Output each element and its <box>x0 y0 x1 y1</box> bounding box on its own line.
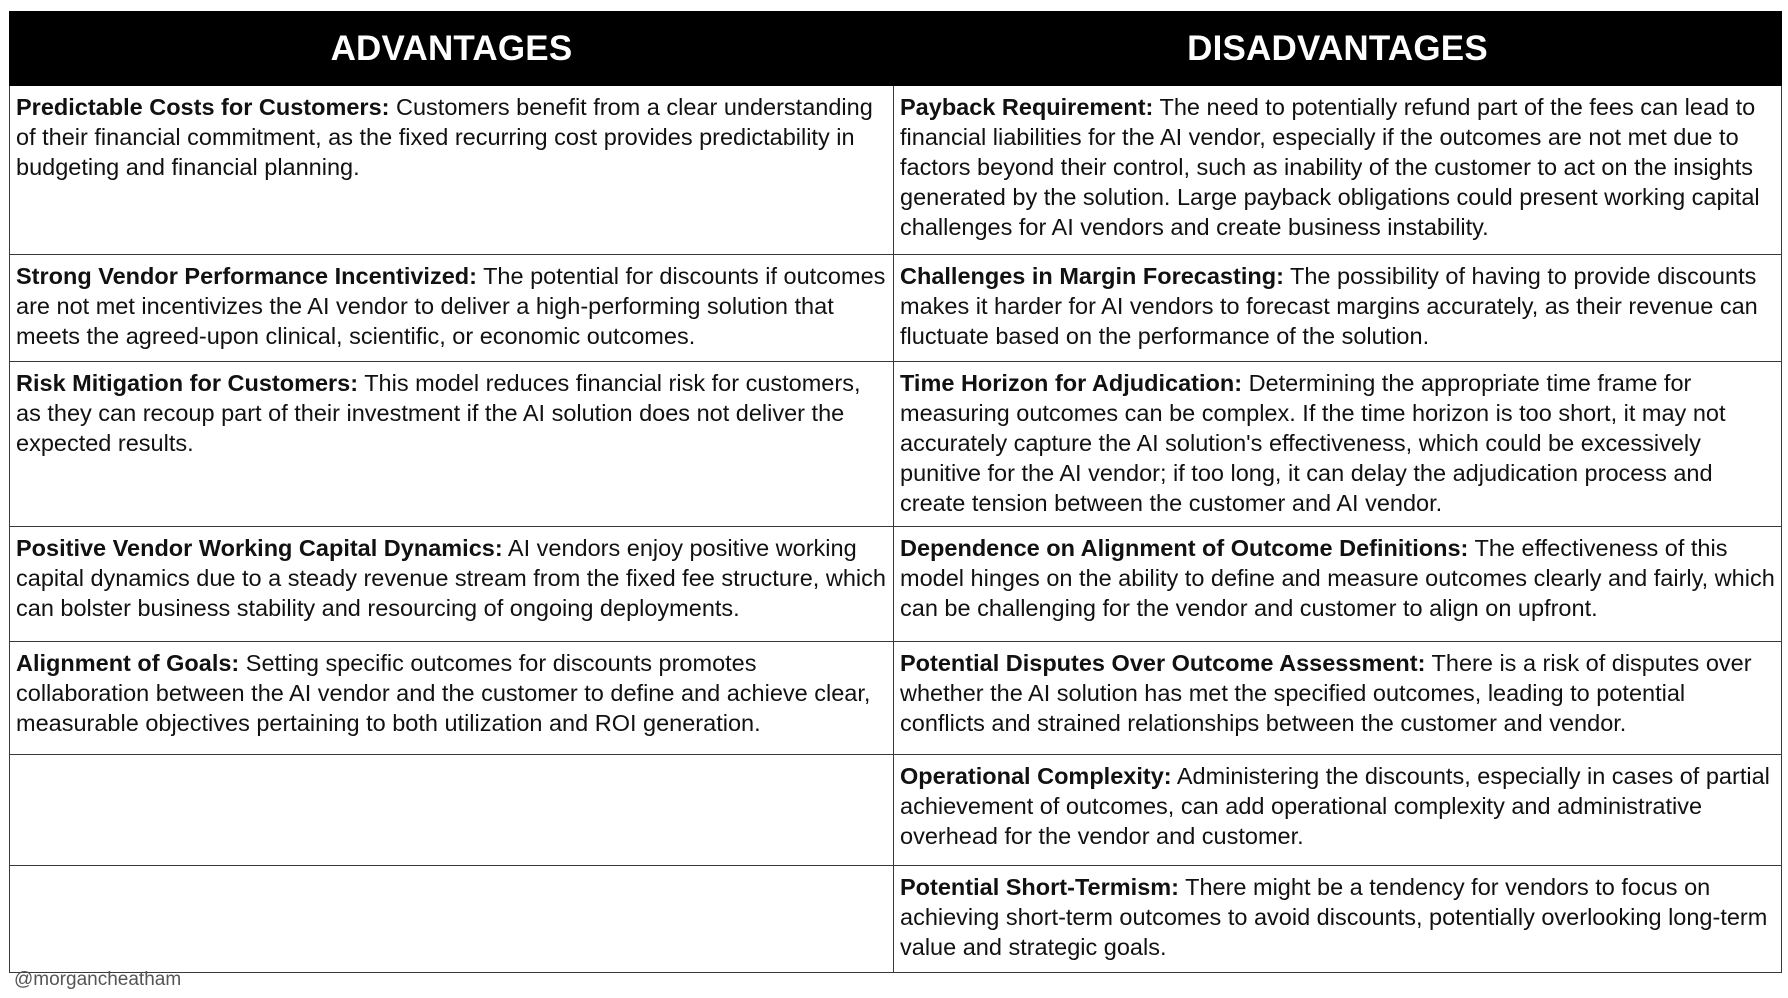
advantage-cell <box>10 362 894 527</box>
disadvantage-cell <box>894 362 1782 527</box>
disadvantages-column-header: DISADVANTAGES <box>894 12 1782 86</box>
author-credit: @morgancheatham <box>14 969 182 990</box>
advantages-disadvantages-table <box>9 11 1782 973</box>
disadvantage-text: There might be a tendency for vendors to focus on achieving short-term outcomes to avoid discounts, potentially overlooking long-term value and strategic goals. <box>900 874 1768 960</box>
table-body <box>10 86 1782 973</box>
disadvantage-text: The need to potentially refund part of the fees can lead to financial liabilities for the AI vendor, especially if the outcomes are not met due to factors beyond their control, such as inability of the customer to act on the insights generated by the solution. Large payback obligations could present working capital challenges for AI vendors and create business instability. <box>900 94 1760 240</box>
table-row <box>10 362 1782 527</box>
disadvantage-text: There is a risk of disputes over whether the AI solution has met the specified outcomes, leading to potential conflicts and strained relationships between the customer and vendor. <box>900 650 1752 736</box>
advantage-cell <box>10 527 894 642</box>
disadvantage-cell <box>894 255 1782 362</box>
table-row <box>10 866 1782 973</box>
advantage-term: Predictable Costs for Customers: <box>16 94 390 120</box>
advantage-cell-empty <box>10 866 894 973</box>
table-row <box>10 642 1782 755</box>
disadvantage-term: Challenges in Margin Forecasting: <box>900 263 1284 289</box>
table-row <box>10 527 1782 642</box>
advantage-cell <box>10 255 894 362</box>
disadvantage-term: Dependence on Alignment of Outcome Definitions: <box>900 535 1469 561</box>
disadvantage-cell <box>894 86 1782 255</box>
table-header <box>10 12 1782 86</box>
advantage-text: The potential for discounts if outcomes are not met incentivizes the AI vendor to deliver a high-performing solution that meets the agreed-upon clinical, scientific, or economic outcomes. <box>16 263 886 349</box>
disadvantage-term: Time Horizon for Adjudication: <box>900 370 1243 396</box>
advantage-text: Setting specific outcomes for discounts promotes collaboration between the AI vendor and the customer to define and achieve clear, measurable objectives pertaining to both utilization and ROI generation. <box>16 650 871 736</box>
disadvantage-cell <box>894 642 1782 755</box>
disadvantage-text: Determining the appropriate time frame for measuring outcomes can be complex. If the time horizon is too short, it may not accurately capture the AI solution's effectiveness, which could be excessively punitive for the AI vendor; if too long, it can delay the adjudication process and create tension between the customer and AI vendor. <box>900 370 1726 516</box>
header-row <box>10 12 1782 86</box>
advantage-cell <box>10 642 894 755</box>
pros-cons-sheet <box>9 11 1781 973</box>
advantage-text: AI vendors enjoy positive working capital dynamics due to a steady revenue stream from the fixed fee structure, which can bolster business stability and resourcing of ongoing deployments. <box>16 535 886 621</box>
advantage-text: Customers benefit from a clear understanding of their financial commitment, as the fixed recurring cost provides predictability in budgeting and financial planning. <box>16 94 873 180</box>
advantages-column-header: ADVANTAGES <box>10 12 894 86</box>
advantage-term: Alignment of Goals: <box>16 650 240 676</box>
advantage-cell <box>10 86 894 255</box>
advantage-term: Positive Vendor Working Capital Dynamics: <box>16 535 503 561</box>
disadvantage-term: Payback Requirement: <box>900 94 1154 120</box>
disadvantage-text: The effectiveness of this model hinges on the ability to define and measure outcomes clearly and fairly, which can be challenging for the vendor and customer to align on upfront. <box>900 535 1775 621</box>
table-row <box>10 755 1782 866</box>
disadvantage-term: Operational Complexity: <box>900 763 1172 789</box>
disadvantage-cell <box>894 527 1782 642</box>
disadvantage-term: Potential Disputes Over Outcome Assessment: <box>900 650 1426 676</box>
advantage-cell-empty <box>10 755 894 866</box>
disadvantage-text: Administering the discounts, especially in cases of partial achievement of outcomes, can add operational complexity and administrative overhead for the vendor and customer. <box>900 763 1770 849</box>
disadvantage-term: Potential Short-Termism: <box>900 874 1179 900</box>
table-row <box>10 86 1782 255</box>
advantage-term: Risk Mitigation for Customers: <box>16 370 359 396</box>
disadvantage-cell <box>894 866 1782 973</box>
advantage-term: Strong Vendor Performance Incentivized: <box>16 263 477 289</box>
table-row <box>10 255 1782 362</box>
disadvantage-text: The possibility of having to provide discounts makes it harder for AI vendors to forecast margins accurately, as their revenue can fluctuate based on the performance of the solution. <box>900 263 1758 349</box>
advantage-text: This model reduces financial risk for customers, as they can recoup part of their investment if the AI solution does not deliver the expected results. <box>16 370 861 456</box>
disadvantage-cell <box>894 755 1782 866</box>
